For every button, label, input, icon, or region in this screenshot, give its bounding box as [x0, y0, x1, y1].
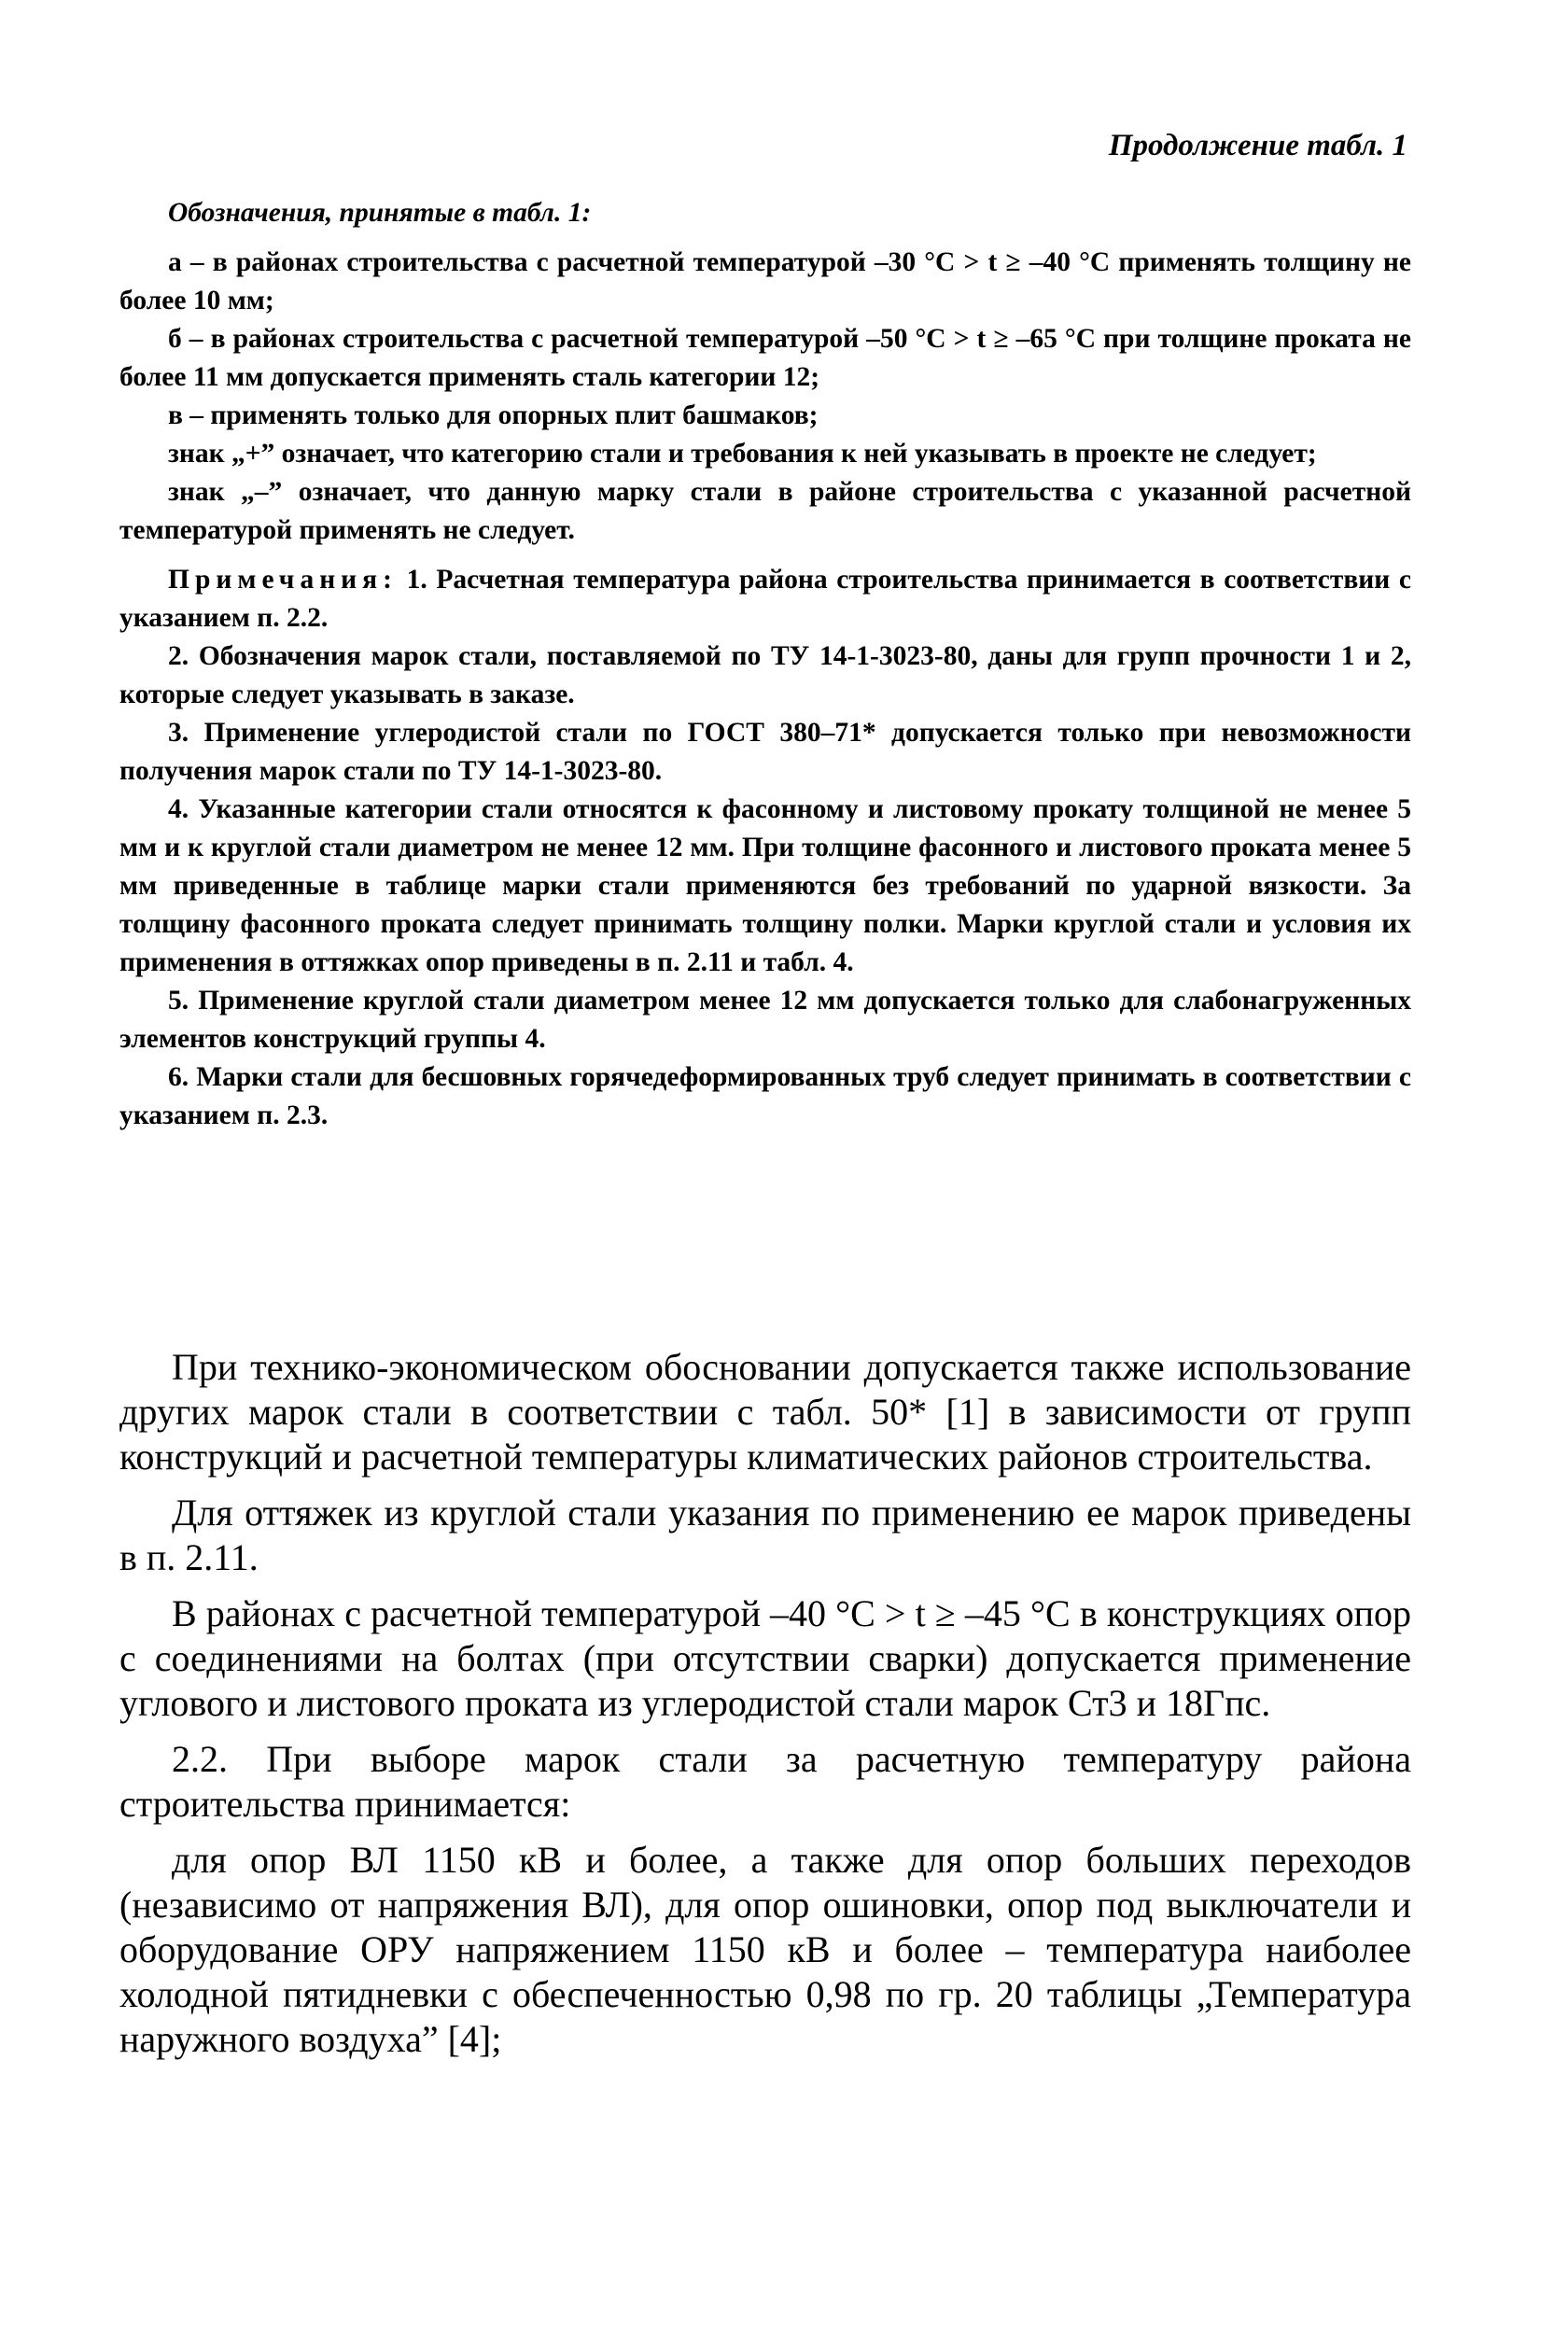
note-item: 4. Указанные категории стали относятся к фасонному и листовому прокату толщиной не менее 5 мм и к круглой стали диаметром не менее 12 мм. При толщине фасонного и листового проката менее 5 мм приведенные в таблице марки стали применяются без требований по ударной вязкости. За толщину фасонного проката следует принимать толщину полки. Марки круглой стали и условия их применения в оттяжках опор приведены в п. 2.11 и табл. 4. [119, 794, 1411, 977]
section-paragraph: 2.2. При выборе марок стали за расчетную температуру района строительства принимается: [119, 1738, 1411, 1825]
notes-heading: Примечания: [168, 565, 398, 595]
body-text [119, 1345, 1411, 2073]
body-paragraph: При технико-экономическом обосновании допускается также использование других марок стали в соответствии с табл. 50* [1] в зависимости от групп конструкций и расчетной температуры климатических районов строительства. [119, 1346, 1411, 1478]
note-item: 5. Применение круглой стали диаметром менее 12 мм допускается только для слабонагруженных элементов конструкций группы 4. [119, 986, 1411, 1054]
note-item: 2. Обозначения марок стали, поставляемой по ТУ 14-1-3023-80, даны для групп прочности 1 и 2, которые следует указывать в заказе. [119, 641, 1411, 709]
note-item: 6. Марки стали для бесшовных горячедеформированных труб следует принимать в соответствии с указанием п. 2.3. [119, 1062, 1411, 1130]
body-paragraph: В районах с расчетной температурой –40 °С > t ≥ –45 °С в конструкциях опор с соединениями на болтах (при отсутствии сварки) допускается применение углового и листового проката из углеродистой стали марок Ст3 и 18Гпс. [119, 1592, 1411, 1724]
table-legend [119, 194, 1411, 1135]
body-paragraph: для опор ВЛ 1150 кВ и более, а также для опор больших переходов (независимо от напряжения ВЛ), для опор ошиновки, опор под выключатели и оборудование ОРУ напряжением 1150 кВ и более – температура наиболее холодной пятидневки с обеспеченностью 0,98 по гр. 20 таблицы „Температура наружного воздуха” [4]; [119, 1839, 1411, 2060]
notes-first [119, 561, 1411, 638]
note-item: 3. Применение углеродистой стали по ГОСТ 380–71* допускается только при невозможности получения марок стали по ТУ 14-1-3023-80. [119, 718, 1411, 786]
legend-title: Обозначения, принятые в табл. 1: [168, 198, 592, 228]
note-text: 1. Расчетная температура района строительства принимается в соответствии с указанием п. 2.2. [119, 565, 1412, 633]
legend-item: знак „+” означает, что категорию стали и требования к ней указывать в проекте не следует; [168, 439, 1317, 469]
legend-item: а – в районах строительства с расчетной температурой –30 °С > t ≥ –40 °С применять толщину не более 10 мм; [119, 247, 1411, 315]
legend-item: знак „–” означает, что данную марку стали в районе строительства с указанной расчетной температурой применять не следует. [119, 477, 1411, 545]
body-paragraph: Для оттяжек из круглой стали указания по применению ее марок приведены в п. 2.11. [119, 1492, 1411, 1578]
table-continuation-label: Продолжение табл. 1 [1108, 129, 1407, 162]
legend-item: б – в районах строительства с расчетной температурой –50 °С > t ≥ –65 °С при толщине проката не более 11 мм допускается применять сталь категории 12; [119, 324, 1411, 392]
legend-item: в – применять только для опорных плит башмаков; [168, 400, 819, 430]
